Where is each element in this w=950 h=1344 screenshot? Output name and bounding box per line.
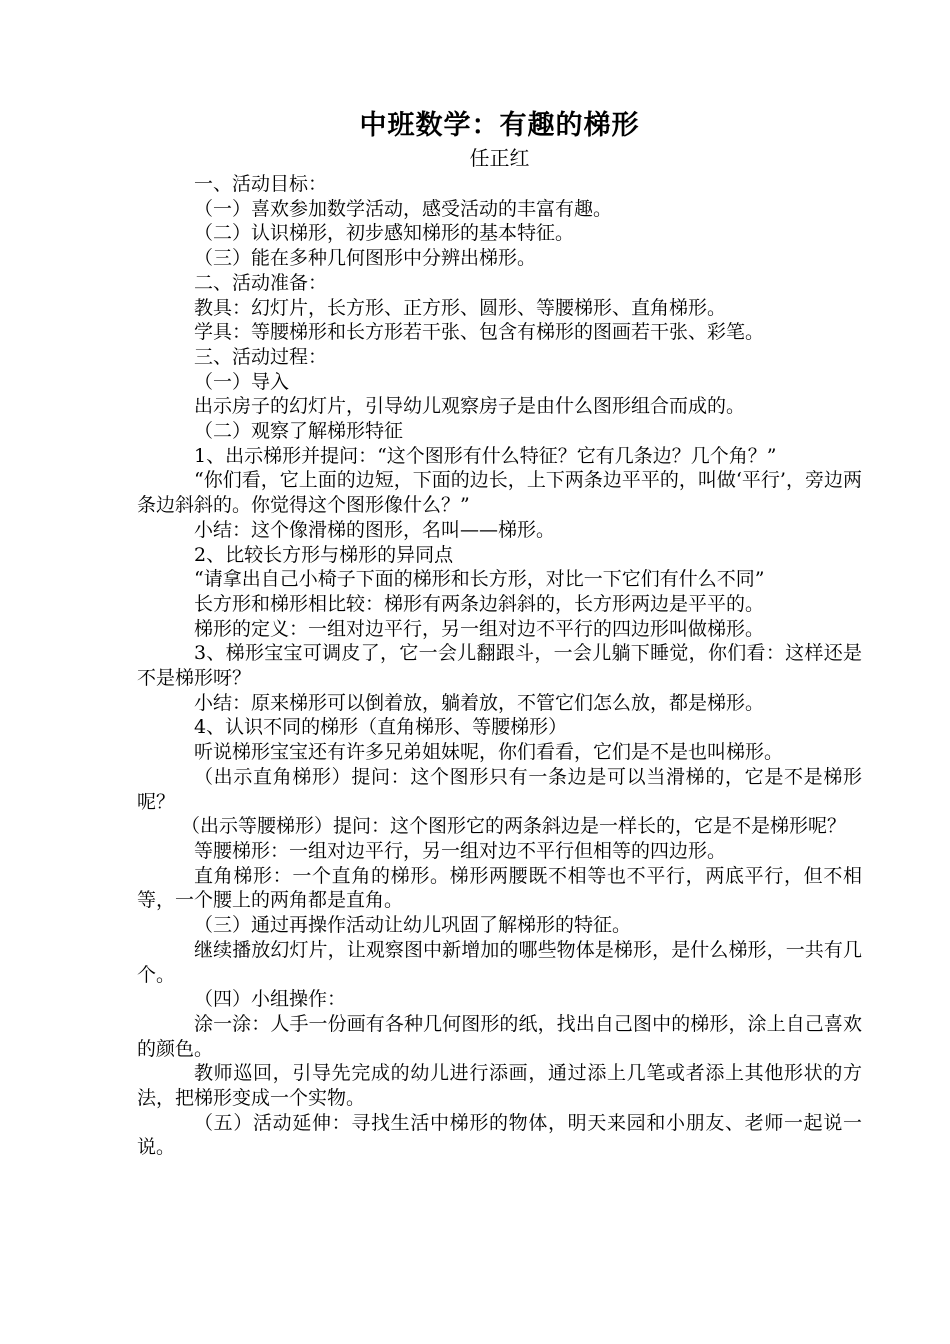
paragraph: （四）小组操作： xyxy=(194,988,347,1011)
paragraph: 二、活动准备： xyxy=(194,271,328,294)
paragraph: 长方形和梯形相比较：梯形有两条边斜斜的，长方形两边是平平的。 xyxy=(194,592,765,615)
paragraph: 教具：幻灯片，长方形、正方形、圆形、等腰梯形、直角梯形。 xyxy=(194,296,727,319)
paragraph: 直角梯形：一个直角的梯形。梯形两腰既不相等也不平行，两底平行，但不相等，一个腰上的两角都是直角。 xyxy=(137,864,862,912)
paragraph: 三、活动过程： xyxy=(194,345,328,368)
paragraph: （三）能在多种几何图形中分辨出梯形。 xyxy=(194,247,537,270)
paragraph: 等腰梯形：一组对边平行，另一组对边不平行但相等的四边形。 xyxy=(194,839,727,862)
paragraph: （二）认识梯形，初步感知梯形的基本特征。 xyxy=(194,222,575,245)
document-title: 中班数学：有趣的梯形 xyxy=(359,110,640,141)
paragraph: 一、活动目标： xyxy=(194,173,328,195)
paragraph: 1、出示梯形并提问：“这个图形有什么特征？它有几条边？几个角？” xyxy=(194,444,777,467)
paragraph: （五）活动延伸：寻找生活中梯形的物体，明天来园和小朋友、老师一起说一说。 xyxy=(137,1111,862,1159)
paragraph: 梯形的定义：一组对边平行，另一组对边不平行的四边形叫做梯形。 xyxy=(194,617,765,640)
paragraph: 2、比较长方形与梯形的异同点 xyxy=(194,543,454,566)
paragraph: （出示直角梯形）提问：这个图形只有一条边是可以当滑梯的，它是不是梯形呢？ xyxy=(137,765,862,813)
paragraph: 4、认识不同的梯形（直角梯形、等腰梯形） xyxy=(194,716,568,739)
paragraph: 教师巡回，引导先完成的幼儿进行添画，通过添上几笔或者添上其他形状的方法，把梯形变成一个实物。 xyxy=(137,1062,862,1110)
paragraph: 涂一涂：人手一份画有各种几何图形的纸，找出自己图中的梯形，涂上自己喜欢的颜色。 xyxy=(137,1012,862,1060)
paragraph: 小结：这个像滑梯的图形，名叫——梯形。 xyxy=(194,518,556,541)
paragraph: （一）喜欢参加数学活动，感受活动的丰富有趣。 xyxy=(194,197,613,220)
paragraph: （一）导入 xyxy=(194,370,290,393)
paragraph: 3、梯形宝宝可调皮了，它一会儿翻跟斗，一会儿躺下睡觉，你们看：这样还是不是梯形呀？ xyxy=(137,642,862,690)
paragraph: 听说梯形宝宝还有许多兄弟姐妹呢，你们看看，它们是不是也叫梯形。 xyxy=(194,741,784,764)
paragraph: 小结：原来梯形可以倒着放，躺着放，不管它们怎么放，都是梯形。 xyxy=(194,691,765,714)
paragraph: （三）通过再操作活动让幼儿巩固了解梯形的特征。 xyxy=(194,914,632,937)
paragraph: 继续播放幻灯片，让观察图中新增加的哪些物体是梯形，是什么梯形，一共有几个。 xyxy=(137,938,862,986)
paragraph: 学具：等腰梯形和长方形若干张、包含有梯形的图画若干张、彩笔。 xyxy=(194,321,765,344)
document-author: 任正红 xyxy=(469,146,530,170)
paragraph: （二）观察了解梯形特征 xyxy=(194,420,404,443)
paragraph: 出示房子的幻灯片，引导幼儿观察房子是由什么图形组合而成的。 xyxy=(194,395,746,418)
paragraph: （出示等腰梯形）提问：这个图形它的两条斜边是一样长的，它是不是梯形呢？ xyxy=(181,815,847,838)
paragraph: “请拿出自己小椅子下面的梯形和长方形，对比一下它们有什么不同” xyxy=(194,568,765,591)
paragraph: “你们看，它上面的边短，下面的边长，上下两条边平平的，叫做‘平行’，旁边两条边斜斜的。你觉得这个图形像什么？” xyxy=(137,469,862,517)
document-page xyxy=(137,108,862,1160)
